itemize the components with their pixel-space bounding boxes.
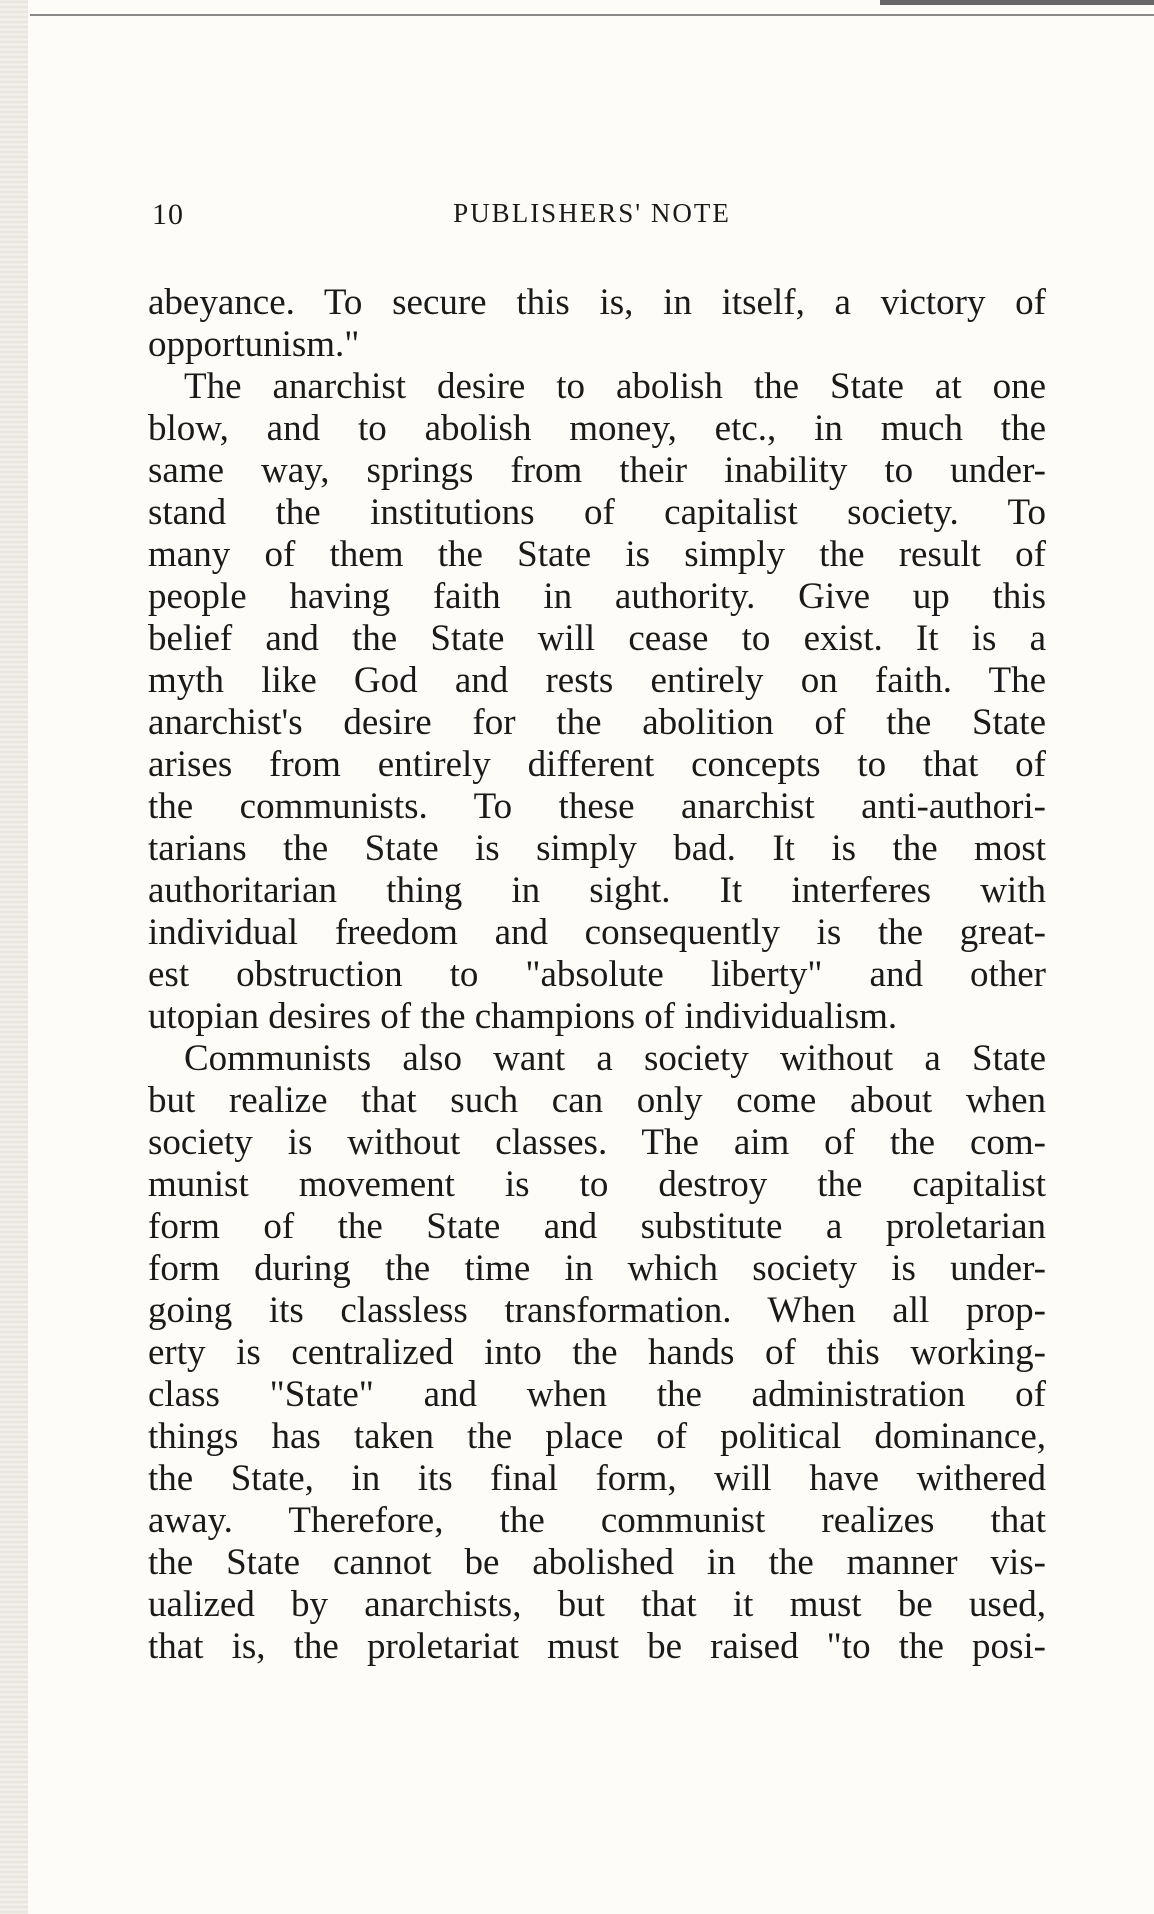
text-line: opportunism." (148, 324, 360, 365)
text-line: that is, the proletariat must be raised "to the posi- (148, 1626, 1046, 1667)
text-line: many of them the State is simply the result of (148, 534, 1046, 575)
text-line: but realize that such can only come about when (148, 1080, 1046, 1121)
text-line: same way, springs from their inability to under- (148, 450, 1046, 491)
text-line: Communists also want a society without a State (184, 1038, 1046, 1079)
text-line: going its classless transformation. When all prop- (148, 1290, 1046, 1331)
text-line: form of the State and substitute a proletarian (148, 1206, 1046, 1247)
body-text (148, 282, 1046, 1668)
text-line: abeyance. To secure this is, in itself, a victory of (148, 282, 1046, 323)
text-line: The anarchist desire to abolish the State at one (184, 366, 1046, 407)
text-line: the State cannot be abolished in the manner vis- (148, 1542, 1046, 1583)
text-line: tarians the State is simply bad. It is the most (148, 828, 1046, 869)
text-line: utopian desires of the champions of individualism. (148, 996, 898, 1037)
text-line: stand the institutions of capitalist society. To (148, 492, 1046, 533)
top-rule (30, 14, 1154, 16)
text-line: est obstruction to "absolute liberty" and other (148, 954, 1046, 995)
text-line: erty is centralized into the hands of this working- (148, 1332, 1046, 1373)
text-line: anarchist's desire for the abolition of the State (148, 702, 1046, 743)
text-line: individual freedom and consequently is the great- (148, 912, 1046, 953)
text-line: class "State" and when the administration of (148, 1374, 1046, 1415)
page-header (152, 198, 1032, 238)
text-line: myth like God and rests entirely on faith. The (148, 660, 1046, 701)
text-line: things has taken the place of political dominance, (148, 1416, 1046, 1457)
text-line: arises from entirely different concepts to that of (148, 744, 1046, 785)
text-line: belief and the State will cease to exist. It is a (148, 618, 1046, 659)
text-line: the State, in its final form, will have withered (148, 1458, 1046, 1499)
top-rule-heavy (880, 0, 1154, 5)
text-line: the communists. To these anarchist anti-authori- (148, 786, 1046, 827)
page-edge (0, 0, 28, 1914)
text-line: society is without classes. The aim of the com- (148, 1122, 1046, 1163)
text-line: people having faith in authority. Give up this (148, 576, 1046, 617)
text-line: form during the time in which society is under- (148, 1248, 1046, 1289)
running-head: PUBLISHERS' NOTE (453, 198, 731, 228)
text-line: ualized by anarchists, but that it must be used, (148, 1584, 1046, 1625)
text-line: authoritarian thing in sight. It interferes with (148, 870, 1046, 911)
page-number: 10 (152, 198, 184, 231)
text-line: blow, and to abolish money, etc., in much the (148, 408, 1046, 449)
text-line: munist movement is to destroy the capitalist (148, 1164, 1046, 1205)
text-line: away. Therefore, the communist realizes that (148, 1500, 1046, 1541)
